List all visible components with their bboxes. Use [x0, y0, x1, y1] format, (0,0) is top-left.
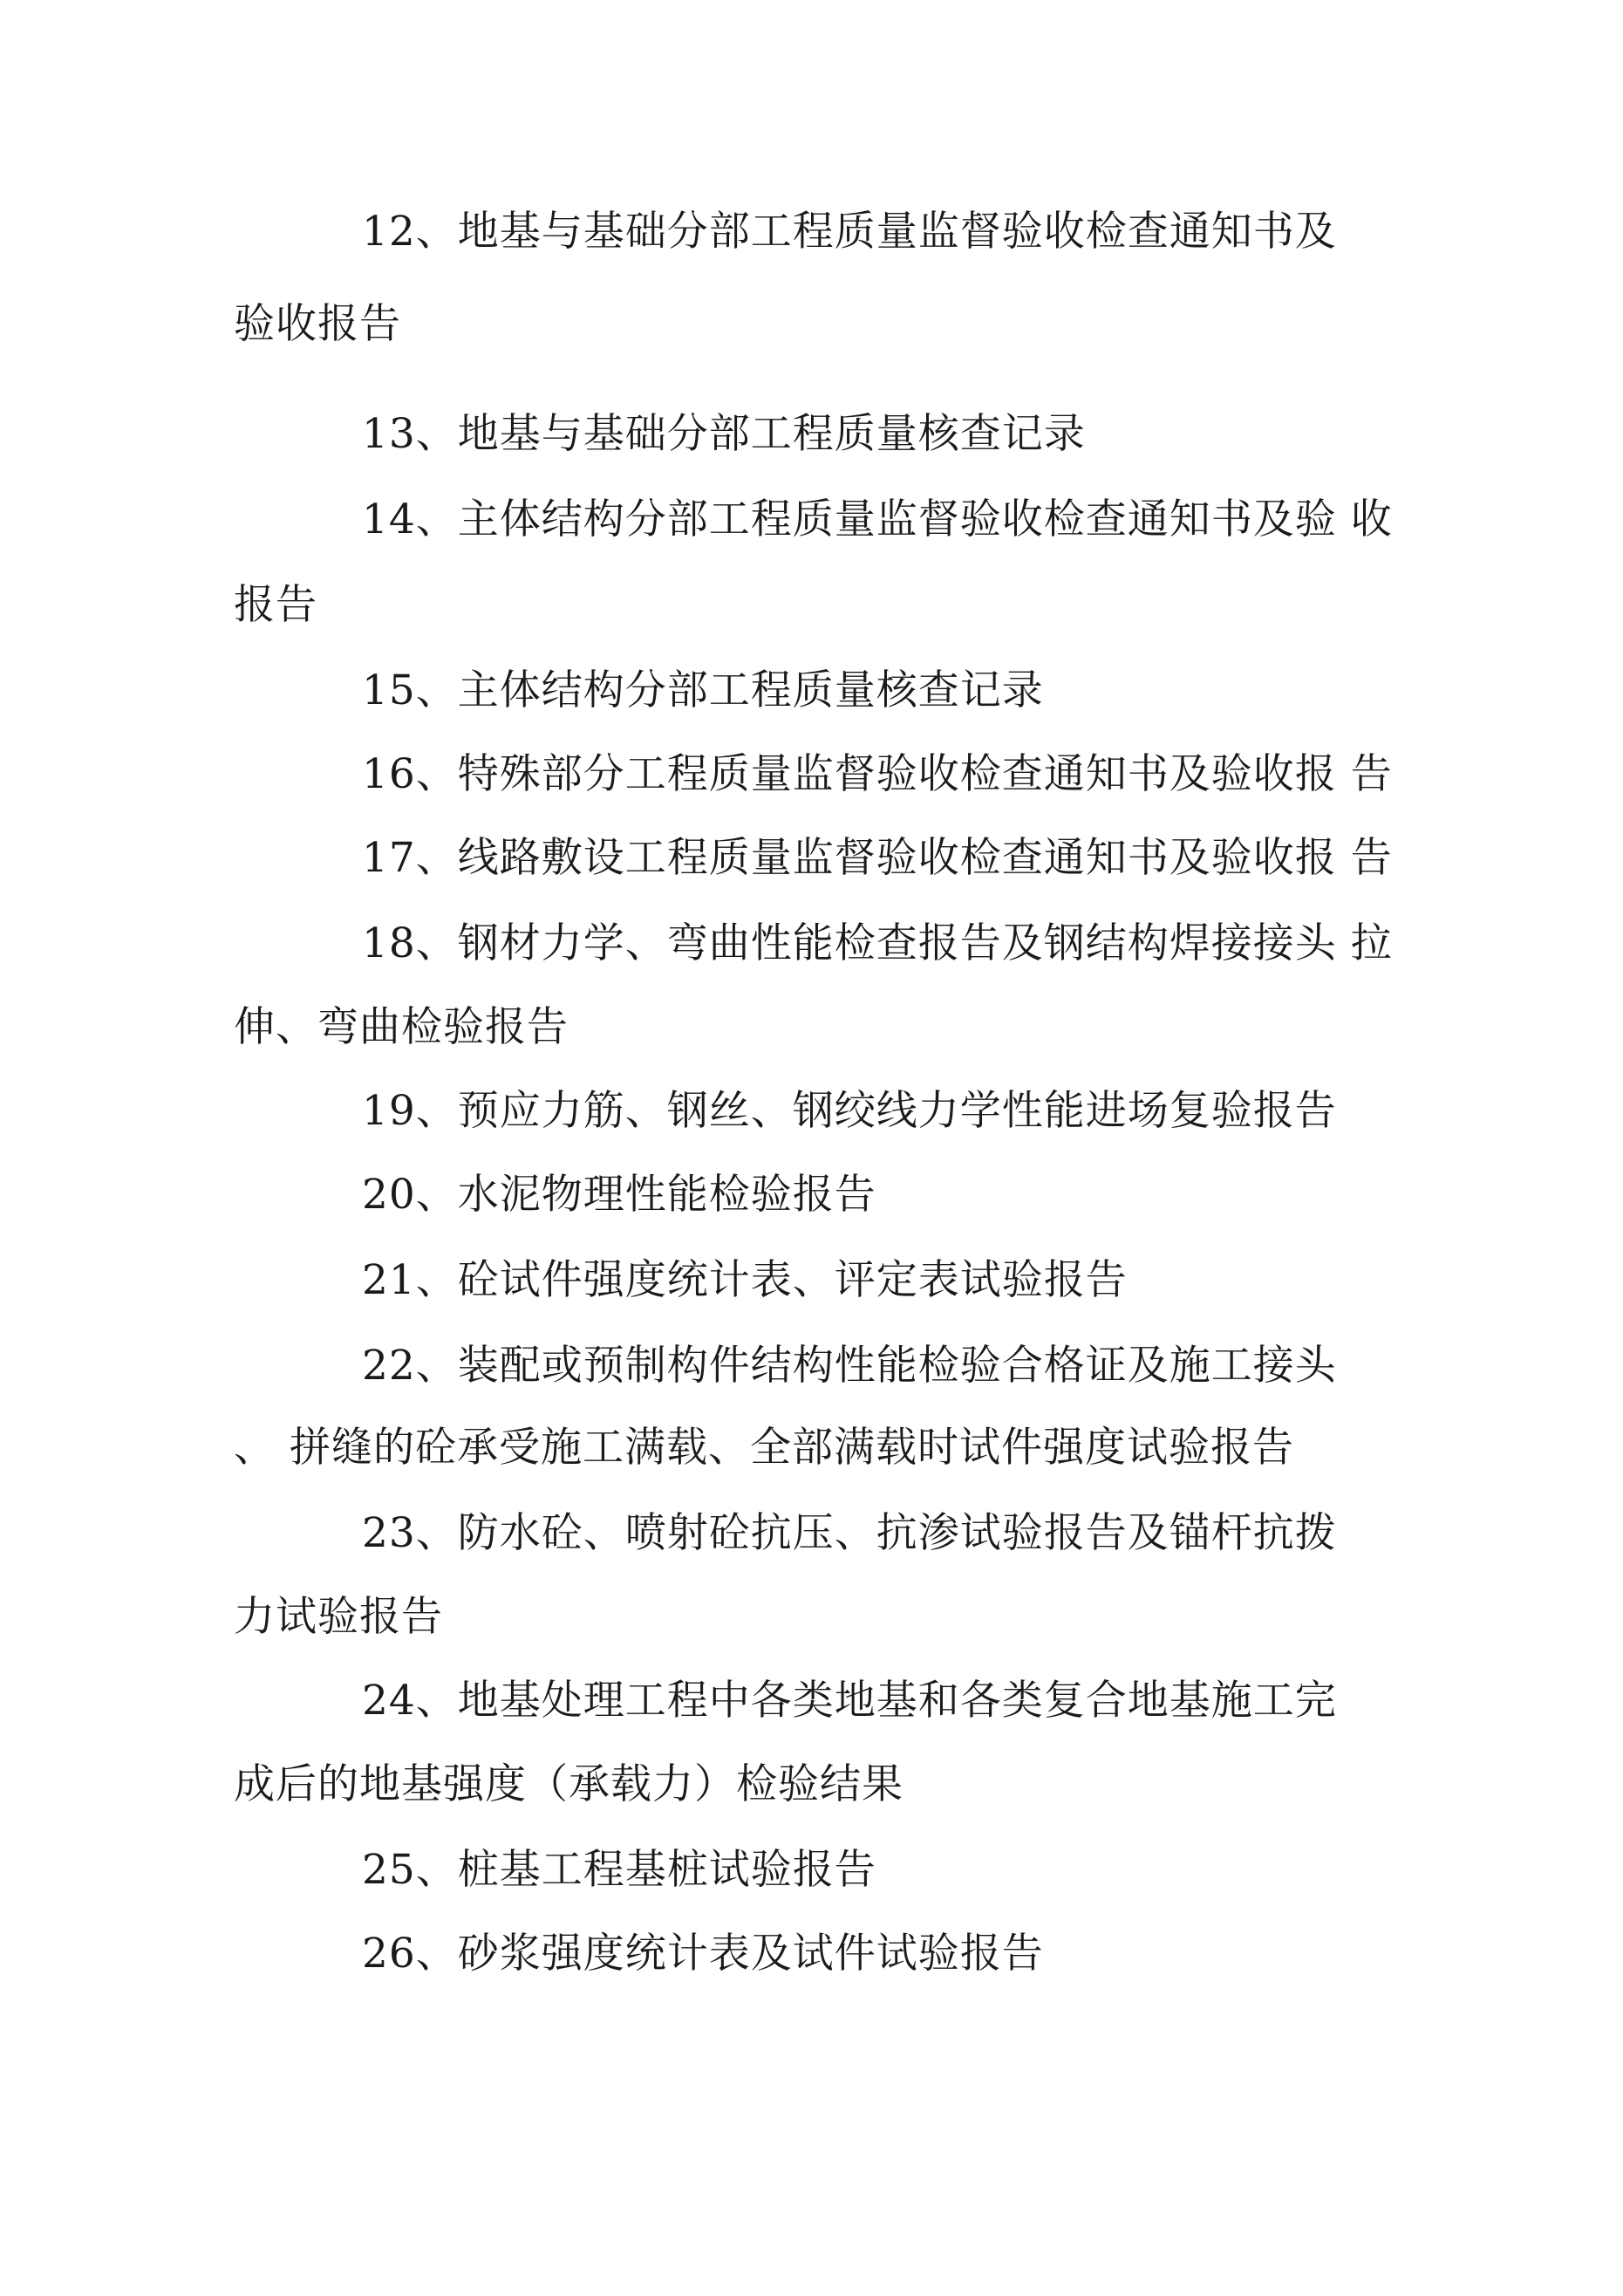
- text-line-26: 26、砂浆强度统计表及试件试验报告: [362, 1930, 1044, 1978]
- text-line-12-cont: 验收报告: [234, 300, 401, 348]
- text-line-23-cont: 力试验报告: [234, 1593, 443, 1641]
- text-line-16: 16、特殊部分工程质量监督验收检查通知书及验收报 告: [362, 750, 1393, 798]
- text-line-13: 13、地基与基础分部工程质量核查记录: [362, 410, 1086, 458]
- text-line-22-cont: 、 拼缝的砼承受施工满载、全部满载时试件强度试验报告: [234, 1424, 1294, 1472]
- text-line-21: 21、砼试件强度统计表、评定表试验报告: [362, 1256, 1128, 1304]
- text-line-23: 23、防水砼、喷射砼抗压、抗渗试验报告及锚杆抗拨: [362, 1509, 1337, 1557]
- text-line-24-cont: 成后的地基强度（承载力）检验结果: [234, 1760, 904, 1808]
- text-line-19: 19、预应力筋、钢丝、钢绞线力学性能进场复验报告: [362, 1087, 1337, 1135]
- text-line-15: 15、主体结构分部工程质量核查记录: [362, 666, 1044, 714]
- text-line-20: 20、水泥物理性能检验报告: [362, 1171, 876, 1219]
- text-line-14: 14、主体结构分部工程质量监督验收检查通知书及验 收: [362, 495, 1393, 543]
- text-line-17: 17、线路敷设工程质量监督验收检查通知书及验收报 告: [362, 834, 1393, 882]
- text-line-24: 24、地基处理工程中各类地基和各类复合地基施工完: [362, 1677, 1337, 1725]
- text-line-25: 25、桩基工程基桩试验报告: [362, 1846, 876, 1894]
- text-line-14-cont: 报告: [234, 581, 317, 629]
- text-line-12: 12、地基与基础分部工程质量监督验收检查通知书及: [362, 208, 1337, 256]
- text-line-22: 22、装配或预制构件结构性能检验合格证及施工接头: [362, 1342, 1337, 1390]
- text-line-18: 18、钢材力学、弯曲性能检查报告及钢结构焊接接头 拉: [362, 919, 1393, 967]
- text-line-18-cont: 伸、弯曲检验报告: [234, 1003, 569, 1051]
